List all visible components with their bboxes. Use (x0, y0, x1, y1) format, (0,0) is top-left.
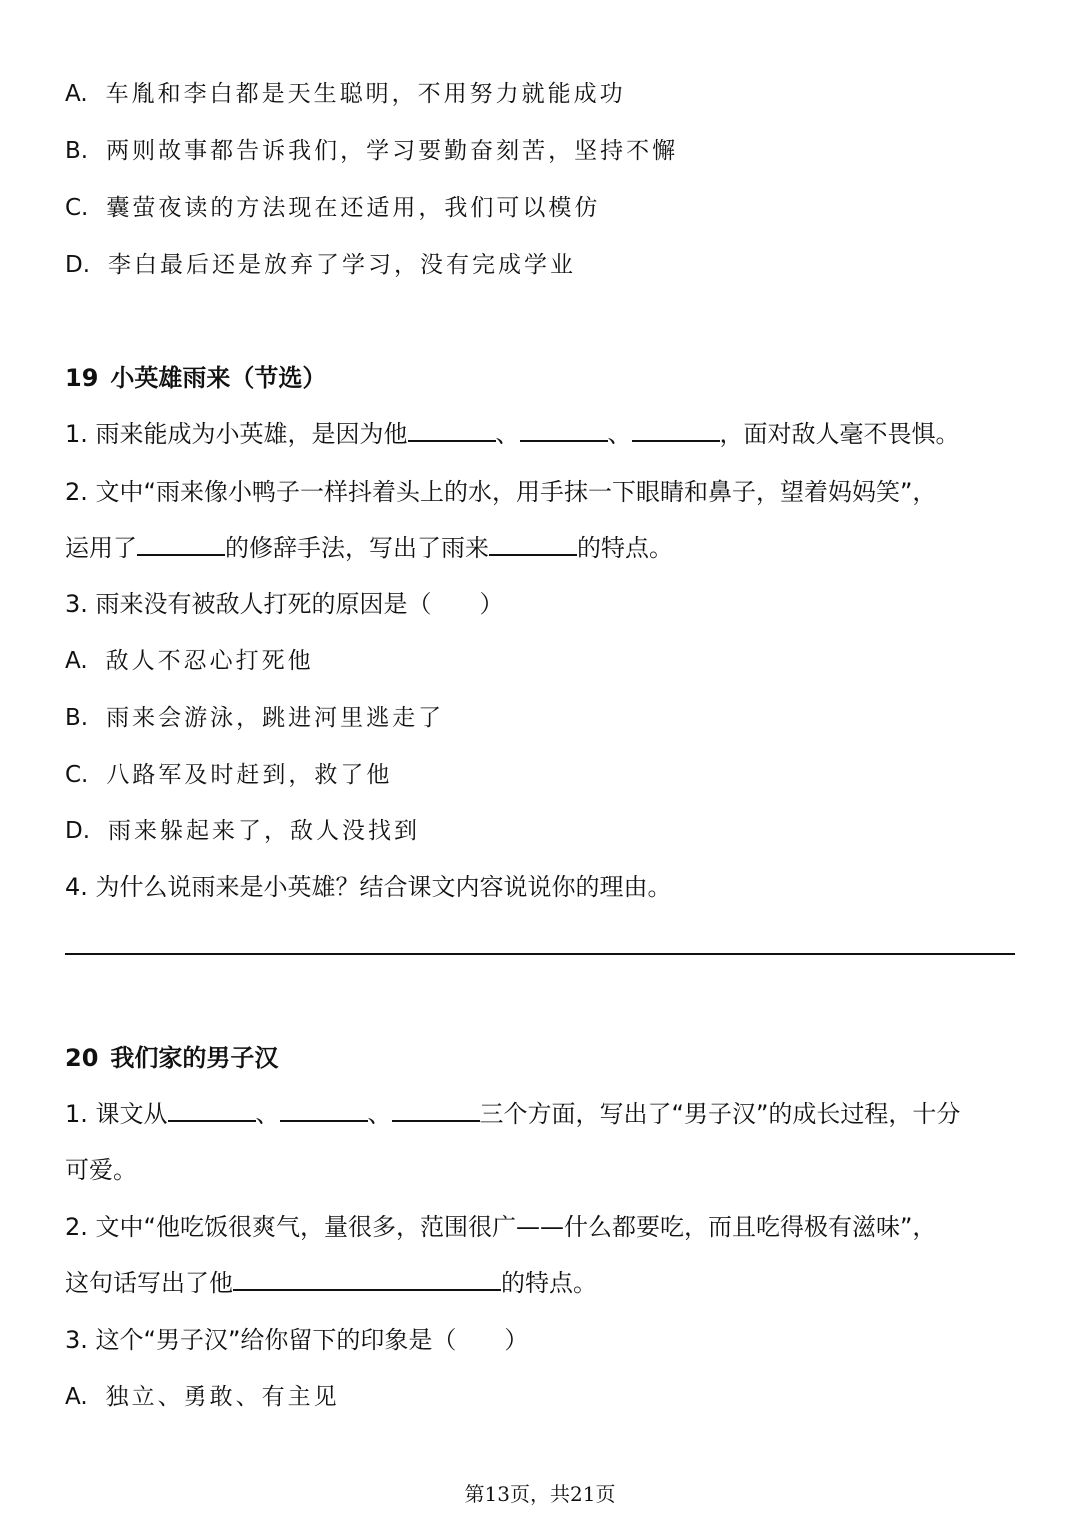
s19-question-2-line2: 运用了 的修辞手法，写出了雨来 的特点。 (65, 534, 673, 562)
s19-q3-option-b: B. 雨来会游泳，跳进河里逃走了 (65, 705, 445, 731)
s19-question-2-line1: 2. 文中“雨来像小鸭子一样抖着头上的水，用手抹一下眼睛和鼻子，望着妈妈笑”， (65, 478, 937, 506)
q18-option-b: B. 两则故事都告诉我们，学习要勤奋刻苦，坚持不懈 (65, 138, 679, 164)
q18-option-d: D. 李白最后还是放弃了学习，没有完成学业 (65, 252, 577, 278)
s20-question-2-line2: 这句话写出了他 的特点。 (65, 1269, 597, 1297)
s19-question-3: 3. 雨来没有被敌人打死的原因是（ ） (65, 590, 504, 618)
fill-blank[interactable] (489, 532, 577, 556)
fill-blank[interactable] (233, 1267, 501, 1291)
s20-q3-option-a: A. 独立、勇敢、有主见 (65, 1384, 340, 1410)
q18-option-a: A. 车胤和李白都是天生聪明，不用努力就能成功 (65, 81, 626, 107)
section-20-title: 20 我们家的男子汉 (65, 1044, 279, 1072)
s20-question-1-line1: 1. 课文从 、 、 三个方面，写出了“男子汉”的成长过程，十分 (65, 1100, 961, 1128)
fill-blank[interactable] (408, 418, 496, 442)
s20-question-3: 3. 这个“男子汉”给你留下的印象是（ ） (65, 1326, 529, 1354)
section-19-title: 19 小英雄雨来（节选） (65, 364, 327, 392)
s19-q3-option-a: A. 敌人不忍心打死他 (65, 648, 314, 674)
s19-q3-option-c: C. 八路军及时赶到，救了他 (65, 762, 393, 788)
s19-question-4: 4. 为什么说雨来是小英雄？结合课文内容说说你的理由。 (65, 873, 672, 901)
answer-line[interactable] (65, 953, 1015, 955)
s19-q3-option-d: D. 雨来躲起来了，敌人没找到 (65, 818, 421, 844)
s20-question-2-line1: 2. 文中“他吃饭很爽气，量很多，范围很广——什么都要吃，而且吃得极有滋味”， (65, 1213, 937, 1241)
fill-blank[interactable] (520, 418, 608, 442)
s20-question-1-line2: 可爱。 (65, 1156, 137, 1184)
fill-blank[interactable] (632, 418, 720, 442)
s19-question-1: 1. 雨来能成为小英雄，是因为他 、 、 ，面对敌人毫不畏惧。 (65, 420, 960, 448)
page-footer: 第13页，共21页 (464, 1482, 616, 1506)
fill-blank[interactable] (168, 1098, 256, 1122)
fill-blank[interactable] (392, 1098, 480, 1122)
fill-blank[interactable] (280, 1098, 368, 1122)
fill-blank[interactable] (137, 532, 225, 556)
q18-option-c: C. 囊萤夜读的方法现在还适用，我们可以模仿 (65, 195, 601, 221)
